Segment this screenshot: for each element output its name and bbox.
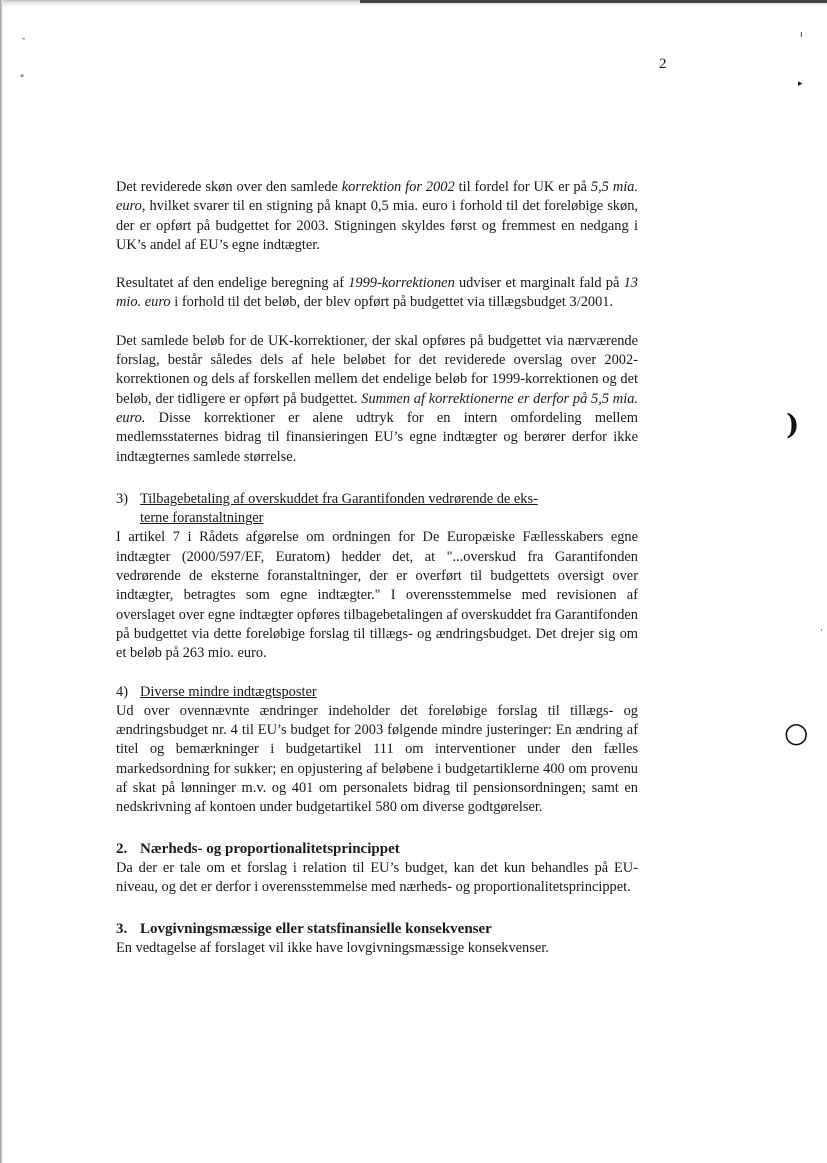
- scan-mark: ": [20, 74, 25, 84]
- paragraph-text: Det reviderede skøn over den samlede: [116, 179, 342, 195]
- item-number: 3): [116, 490, 128, 507]
- section-heading: [116, 920, 638, 939]
- section-body: En vedtagelse af forslaget vil ikke have lovgivningsmæssige konsekvenser.: [116, 939, 549, 956]
- emphasized-text: 13 mio. euro: [116, 275, 638, 311]
- emphasized-text: korrektion for 2002: [341, 179, 455, 195]
- section-heading: [116, 840, 638, 859]
- section-title: Lovgivningsmæssige eller statsfinansielle konsekvenser: [140, 920, 492, 937]
- item-title-continued: terne foranstaltninger: [140, 510, 264, 527]
- document-body: [116, 178, 638, 977]
- emphasized-text: Summen af korrektionerne er derfor på 5,5 mia. euro.: [116, 390, 638, 426]
- scan-mark: ·: [820, 626, 823, 636]
- paragraph-text: Resultatet af den endelige beregning af: [116, 275, 349, 292]
- section-number: 2.: [116, 840, 128, 857]
- paragraph-text: til fordel for UK er på: [454, 179, 591, 195]
- scan-mark: ı: [800, 30, 803, 40]
- paragraph-text: udviser et marginalt fald på: [454, 275, 624, 292]
- paragraph-text: Det samlede beløb for de UK-korrektioner, der skal opføres på budgettet via nærværende forslag, består således dels af hele beløbet for det reviderede overslag over 2002-korrektionen og dels af forskellen mellem det endelige beløb for 1999-korrektionen og det beløb, der tidligere er opført på budgettet.: [116, 332, 638, 407]
- item-heading: [116, 683, 638, 702]
- item-title: Tilbagebetaling af overskuddet fra Garantifonden vedrørende de eks-: [140, 490, 538, 507]
- paragraph: [116, 332, 638, 467]
- scan-bracket-mark: ): [786, 408, 800, 441]
- item-heading: [116, 490, 638, 529]
- paragraph: [116, 274, 638, 313]
- scan-bracket-mark: ○: [784, 716, 809, 749]
- paragraph-text: i forhold til det beløb, der blev opført på budgettet via tillægsbudget 3/2001.: [170, 294, 614, 311]
- paragraph: [116, 178, 638, 255]
- paragraph-text: , hvilket svarer til en stigning på knapt 0,5 mia. euro i forhold til det foreløbige skøn, der er opført på budgettet for 2003. Stigningen skyldes først og fremmest en nedgang i UK’s andel af EU’s egne indtægter.: [116, 198, 638, 253]
- section-number: 3.: [116, 920, 128, 937]
- scan-left-edge: [0, 0, 3, 1163]
- section-title: Nærheds- og proportionalitetsprincippet: [140, 840, 400, 857]
- scan-top-edge-dark: [360, 0, 827, 3]
- paragraph-text: Disse korrektioner er alene udtryk for en intern omfordeling mellem medlemsstaternes bidrag til finansieringen EU’s egne indtægter og berører derfor ikke indtægternes samlede størrelse.: [116, 409, 638, 465]
- section-body: Da der er tale om et forslag i relation til EU’s budget, kan det kun behandles på EU-niveau, og det er derfor i overensstemmelse med nærheds- og proportionalitetsprincippet.: [116, 859, 638, 896]
- emphasized-text: 1999-korrektionen: [348, 275, 455, 292]
- item-body: Ud over ovennævnte ændringer indeholder det foreløbige forslag til tillægs- og ændringsbudget nr. 4 til EU’s budget for 2003 følgende mindre justeringer: En ændring af titel og bemærkninger i budgetartikel 111 om interventioner under den fælles markedsordning for sukker; en opjustering af beløbene i budgetartiklerne 400 om provenu af skat på lønninger m.v. og 401 om personalets bidrag til pensionsordningen; samt en nedskrivning af kontoen under budgetartikel 580 om diverse godtgørelser.: [116, 702, 638, 816]
- emphasized-text: 5,5 mia. euro: [116, 179, 638, 215]
- item-body: I artikel 7 i Rådets afgørelse om ordningen for De Europæiske Fællesskabers egne indtægter (2000/597/EF, Euratom) hedder det, at "...overskud fra Garantifonden vedrørende de eksterne foranstaltninger, der er overført til budgettets oversigt over indtægter, betragtes som egne indtægter." I overensstemmelse med revisionen af overslaget over egne indtægter opføres tilbagebetalingen af overskuddet fra Garantifonden på budgettet via dette foreløbige forslag til tillægs- og ændringsbudget. Det drejer sig om et beløb på 263 mio. euro.: [116, 529, 638, 662]
- scan-mark: -: [22, 34, 26, 44]
- item-number: 4): [116, 683, 128, 700]
- scan-mark: ▸: [798, 79, 803, 89]
- page-number: 2: [659, 56, 667, 72]
- item-title: Diverse mindre indtægtsposter: [140, 683, 317, 700]
